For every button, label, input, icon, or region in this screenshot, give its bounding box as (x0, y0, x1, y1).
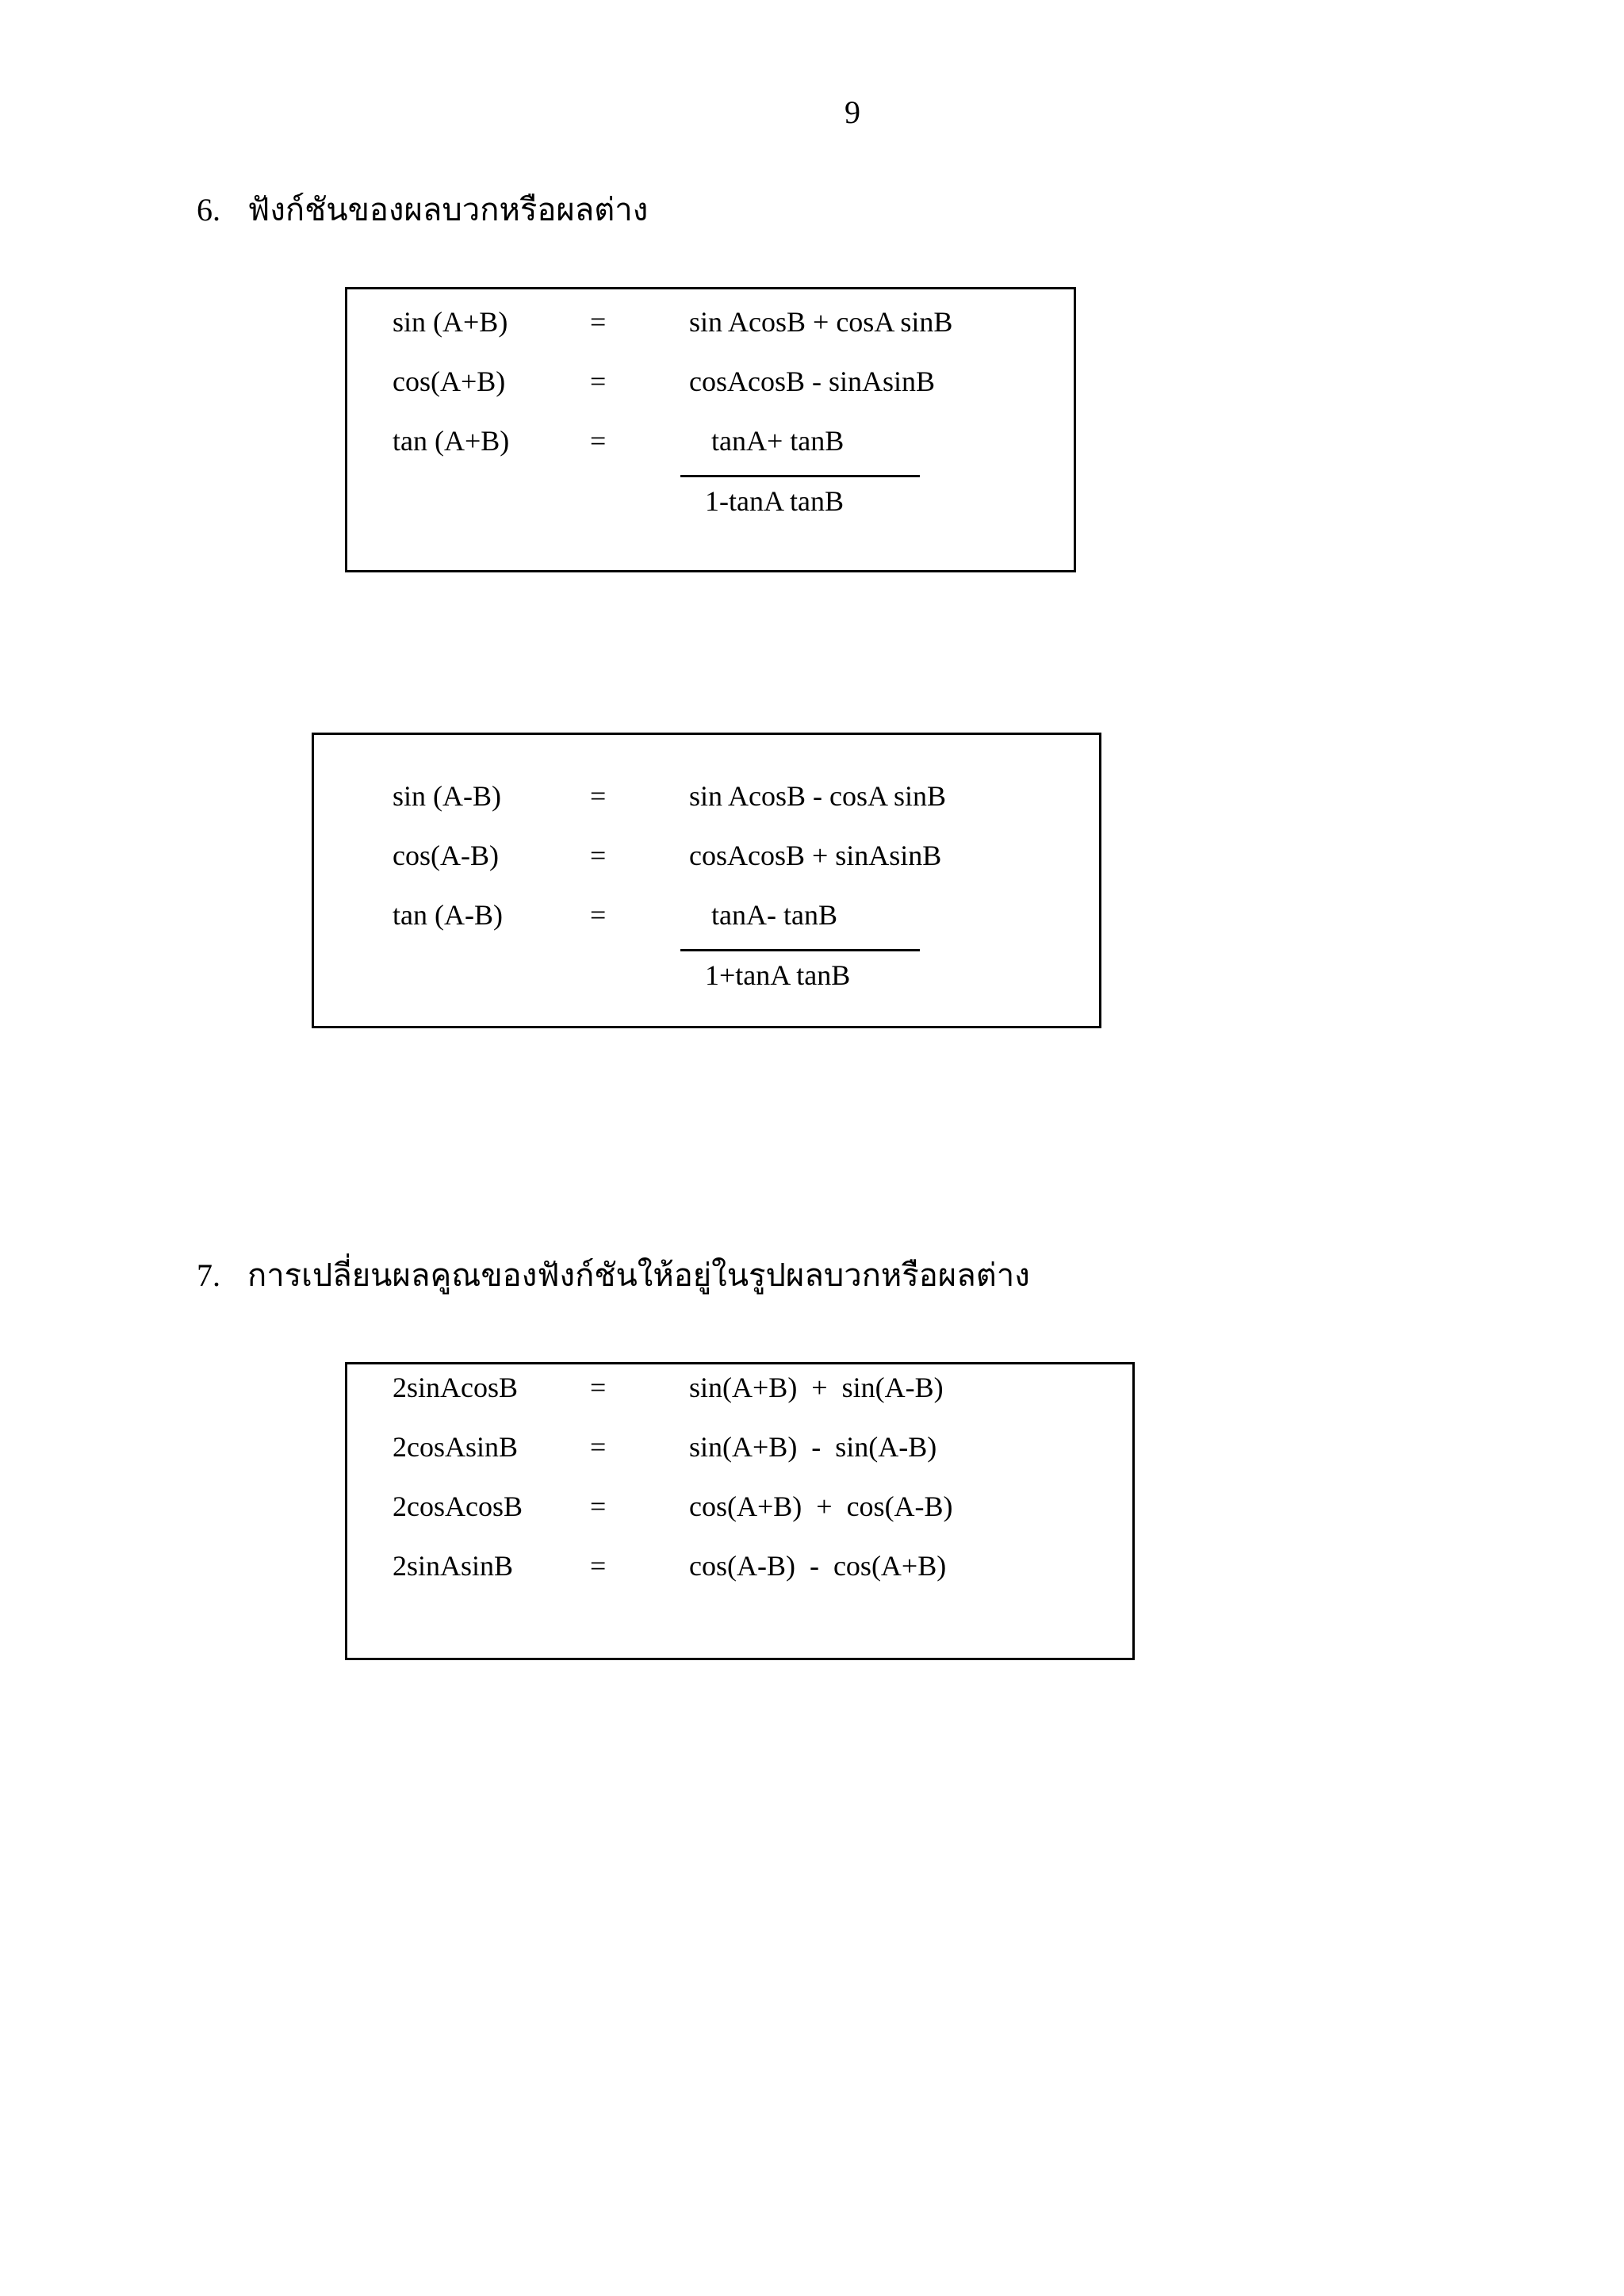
equals-sign: = (590, 1431, 607, 1463)
formula-rhs: sin(A+B) - sin(A-B) (689, 1431, 937, 1463)
formula-lhs: 2cosAsinB (393, 1431, 519, 1463)
equals-sign: = (590, 899, 607, 931)
formula-rhs: sin AcosB + cosA sinB (689, 306, 953, 338)
fraction-denominator: 1+tanA tanB (705, 959, 851, 991)
equals-sign: = (590, 1550, 607, 1582)
page-number: 9 (845, 94, 860, 130)
formula-lhs: tan (A+B) (393, 425, 510, 457)
formula-lhs: sin (A+B) (393, 306, 508, 338)
fraction-numerator: tanA+ tanB (711, 425, 845, 457)
equals-sign: = (590, 365, 607, 397)
formula-lhs: cos(A-B) (393, 840, 499, 871)
formula-lhs: 2sinAcosB (393, 1372, 519, 1403)
formula-lhs: sin (A-B) (393, 780, 501, 812)
section-7-title: การเปลี่ยนผลคูณของฟังก์ชันให้อยู่ในรูปผลบวกหรือผลต่าง (247, 1257, 1030, 1293)
equals-sign: = (590, 425, 607, 457)
formula-rhs: cosAcosB - sinAsinB (689, 365, 936, 397)
formula-rhs: cosAcosB + sinAsinB (689, 840, 942, 871)
formula-lhs: 2sinAsinB (393, 1550, 514, 1582)
fraction-bar (680, 475, 920, 477)
fraction-bar (680, 949, 920, 951)
equals-sign: = (590, 780, 607, 812)
formula-rhs: sin(A+B) + sin(A-B) (689, 1372, 944, 1403)
equals-sign: = (590, 1372, 607, 1403)
fraction-denominator: 1-tanA tanB (705, 485, 844, 517)
formula-lhs: 2cosAcosB (393, 1490, 523, 1522)
formula-rhs: sin AcosB - cosA sinB (689, 780, 947, 812)
section-6-number: 6. (197, 192, 220, 228)
equals-sign: = (590, 306, 607, 338)
formula-rhs: cos(A+B) + cos(A-B) (689, 1490, 953, 1522)
fraction-numerator: tanA- tanB (711, 899, 837, 931)
section-6-heading (197, 184, 648, 235)
formula-lhs: cos(A+B) (393, 365, 506, 397)
equals-sign: = (590, 1490, 607, 1522)
formula-lhs: tan (A-B) (393, 899, 503, 931)
section-6-title: ฟังก์ชันของผลบวกหรือผลต่าง (247, 192, 649, 228)
section-7-heading (197, 1249, 1030, 1300)
equals-sign: = (590, 840, 607, 871)
formula-rhs: cos(A-B) - cos(A+B) (689, 1550, 947, 1582)
section-7-number: 7. (197, 1257, 220, 1293)
